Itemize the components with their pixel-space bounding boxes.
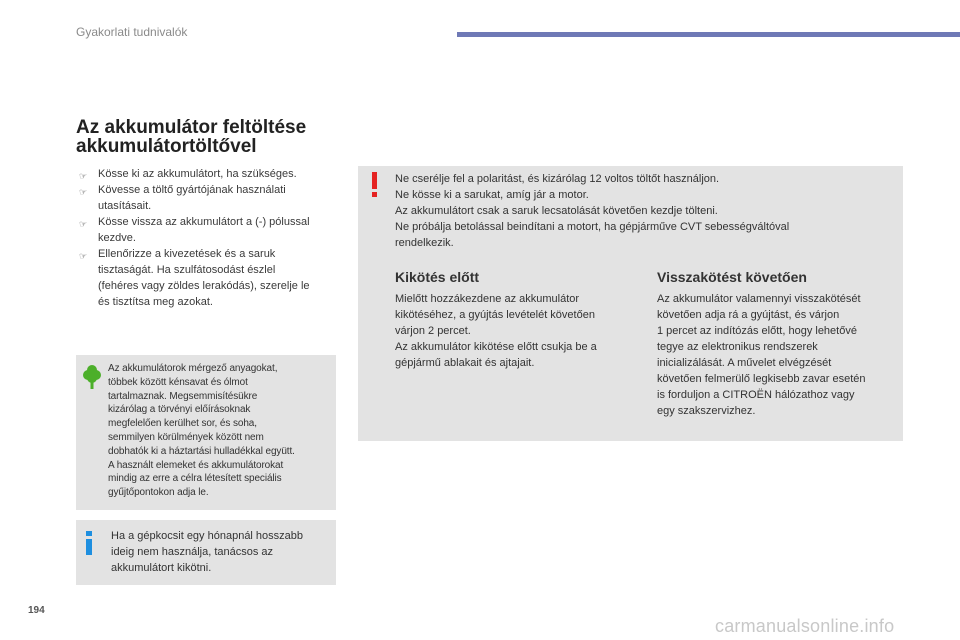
after-line: követően felmerülő legkisebb zavar esetén	[657, 373, 866, 385]
before-heading: Kikötés előtt	[395, 269, 480, 285]
step-item	[76, 246, 342, 310]
info-note-text	[111, 528, 329, 576]
after-line: 1 percet az indítózás előtt, hogy lehetővé	[657, 325, 857, 337]
before-line: várjon 2 percet.	[395, 325, 471, 337]
warning-line: rendelkezik.	[395, 237, 454, 249]
note-line: A használt elemeket és akkumulátorokat	[108, 459, 284, 471]
warning-line: Ne kösse ki a sarukat, amíg jár a motor.	[395, 189, 589, 201]
environment-note-text	[108, 362, 330, 500]
before-line: kikötéséhez, a gyújtás levételét követően	[395, 309, 595, 321]
step-item	[76, 214, 342, 246]
step-line: Ellenőrizze a kivezetések és a saruk	[98, 248, 276, 260]
after-line: is forduljon a CITROËN hálózathoz vagy	[657, 389, 855, 401]
after-line: követően adja rá a gyújtást, és várjon	[657, 309, 840, 321]
note-line: dobhatók ki a háztartási hulladékkal együtt.	[108, 445, 295, 457]
pointing-hand-icon: ☞	[79, 219, 88, 229]
info-icon	[85, 531, 93, 555]
page-title	[76, 118, 356, 156]
after-heading: Visszakötést követően	[657, 269, 807, 285]
note-line: többek között kénsavat és ólmot	[108, 376, 248, 388]
note-line: kizárólag a törvényi előírásoknak	[108, 404, 251, 416]
info-note	[76, 520, 336, 585]
exclamation-icon	[372, 172, 378, 196]
step-line: utasításait.	[98, 200, 152, 212]
note-line: semmilyen körülmények között nem	[108, 431, 264, 443]
section-title: Gyakorlati tudnivalók	[76, 25, 188, 39]
step-line: Kösse vissza az akkumulátort a (-) pólussal	[98, 216, 310, 228]
after-line: inicializálását. A művelet elvégzését	[657, 357, 832, 369]
step-line: kezdve.	[98, 232, 136, 244]
note-line: ideig nem használja, tanácsos az	[111, 546, 274, 558]
note-line: Az akkumulátorok mérgező anyagokat,	[108, 363, 278, 374]
step-item	[76, 182, 342, 214]
warning-line: Az akkumulátort csak a saruk lecsatolását követően kezdje tölteni.	[395, 205, 718, 217]
tree-icon	[83, 364, 101, 390]
note-line: Ha a gépkocsit egy hónapnál hosszabb	[111, 530, 304, 542]
step-line: és tisztítsa meg azokat.	[98, 296, 213, 308]
page-title-line: Az akkumulátor feltöltése	[76, 117, 307, 138]
after-text	[657, 291, 899, 419]
step-line: Kösse ki az akkumulátort, ha szükséges.	[98, 168, 297, 180]
pointing-hand-icon: ☞	[79, 187, 88, 197]
note-line: megfelelően kerülhet sor, és soha,	[108, 418, 257, 430]
page-title-line: akkumulátortöltővel	[76, 136, 257, 157]
note-line: gyűjtőpontokon adja le.	[108, 487, 209, 499]
before-line: Az akkumulátor kikötése előtt csukja be a	[395, 341, 597, 353]
after-line: tegye az elektronikus rendszerek	[657, 341, 818, 353]
after-line: egy szakszervizhez.	[657, 405, 756, 417]
header-accent-bar	[457, 32, 960, 37]
pointing-hand-icon: ☞	[79, 251, 88, 261]
step-line: Kövesse a töltő gyártójának használati	[98, 184, 286, 196]
step-line: tisztaságát. Ha szulfátosodást észlel	[98, 264, 276, 276]
watermark: carmanualsonline.info	[715, 616, 895, 636]
before-line: Mielőtt hozzákezdene az akkumulátor	[395, 293, 580, 305]
before-text	[395, 291, 635, 371]
step-line: (fehéres vagy zöldes lerakódás), szerelje le	[98, 280, 310, 292]
note-line: mindig az erre a célra létesített speciális	[108, 473, 282, 485]
warning-text	[395, 171, 895, 251]
warning-line: Ne cserélje fel a polaritást, és kizárólag 12 voltos töltőt használjon.	[395, 173, 720, 185]
warning-line: Ne próbálja betolással beindítani a motort, ha gépjárműve CVT sebességváltóval	[395, 221, 790, 233]
after-line: Az akkumulátor valamennyi visszakötését	[657, 293, 861, 305]
pointing-hand-icon: ☞	[79, 171, 88, 181]
environment-note	[76, 355, 336, 510]
note-line: akkumulátort kikötni.	[111, 562, 212, 574]
note-line: tartalmaznak. Megsemmisítésükre	[108, 390, 258, 402]
page-number: 194	[28, 605, 45, 616]
step-item	[76, 166, 342, 182]
warning-panel	[358, 166, 903, 441]
step-list	[76, 166, 342, 310]
before-line: gépjármű ablakait és ajtajait.	[395, 357, 535, 369]
